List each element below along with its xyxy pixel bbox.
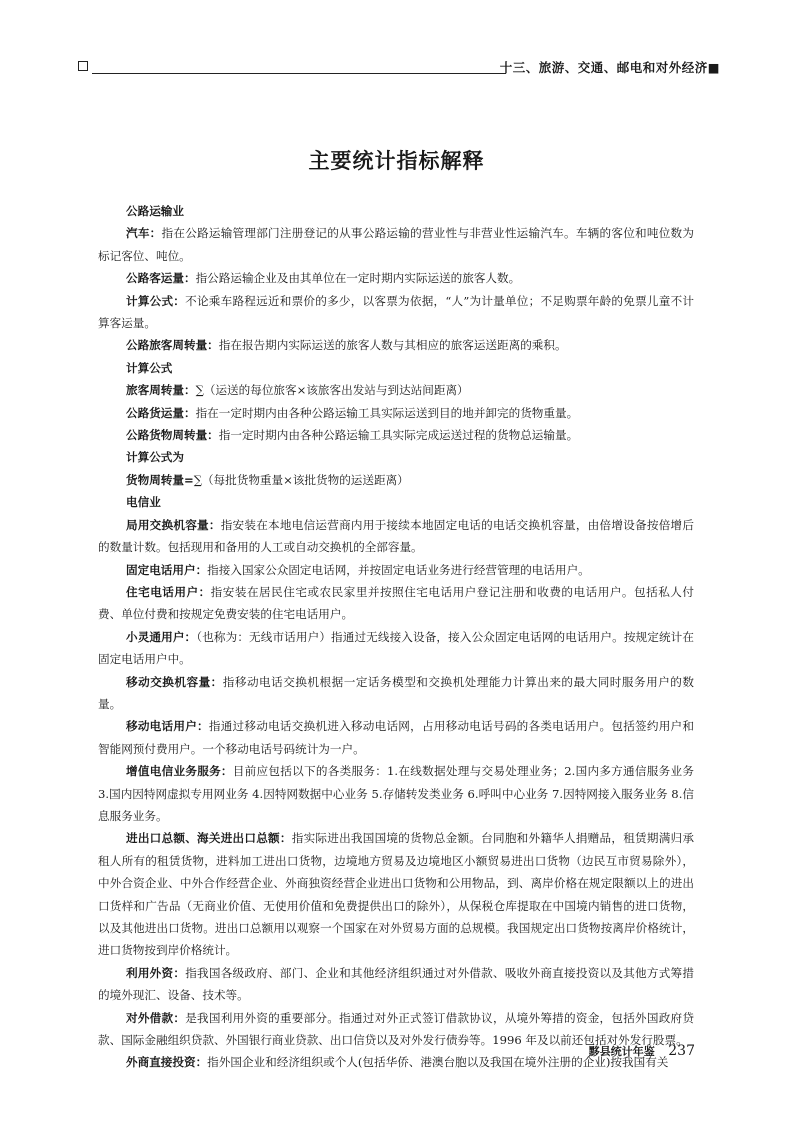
term-definition: 指在报告期内实际运送的旅客人数与其相应的旅客运送距离的乘积。	[218, 338, 567, 353]
term-label: 进出口总额、海关进出口总额：	[126, 831, 292, 846]
section-heading: 计算公式为	[126, 450, 184, 465]
term-definition: 是我国利用外资的重要部分。指通过对外正式签订借款协议，从境外筹措的资金，包括外国政府贷款、国际金融组织贷款、外国银行商业贷款、出口信贷以及对外发行债券等。1996 年及以前还包括对外发行股票。	[98, 1010, 694, 1048]
term-definition: 指接入国家公众固定电话网，并按固定电话业务进行经营管理的电话用户。	[207, 562, 590, 577]
page-number: 237	[668, 1043, 695, 1059]
term-definition: 指外国企业和经济组织或个人(包括华侨、港澳台胞以及我国在境外注册的企业)按我国有关	[207, 1055, 669, 1070]
paragraph	[98, 267, 694, 289]
section-heading: 公路运输业	[126, 204, 184, 218]
paragraph	[98, 200, 694, 222]
paragraph	[98, 581, 694, 626]
paragraph	[98, 491, 694, 513]
term-label: 公路客运量：	[126, 271, 196, 286]
term-label: 局用交换机容量：	[126, 517, 221, 532]
paragraph	[98, 222, 694, 267]
term-definition: 目前应包括以下的各类服务：1.在线数据处理与交易处理业务；2.国内多方通信服务业务 3.国内因特网虚拟专用网业务 4.因特网数据中心业务 5.存储转发类业务 6.呼叫中心业务 7.因特网接入服务业务 8.信息服务业务。	[98, 764, 694, 823]
section-heading: 电信业	[126, 495, 161, 510]
term-label: 移动电话用户：	[126, 719, 209, 734]
term-definition: 指通过移动电话交换机进入移动电话网，占用移动电话号码的各类电话用户。包括签约用户和智能网预付费用户。一个移动电话号码统计为一户。	[98, 719, 694, 756]
paragraph	[98, 334, 694, 356]
paragraph	[98, 760, 694, 827]
term-label: 小灵通用户：	[126, 629, 197, 644]
term-label: 住宅电话用户：	[126, 584, 211, 599]
term-definition: 指我国各级政府、部门、企业和其他经济组织通过对外借款、吸收外商直接投资以及其他方式筹措的境外现汇、设备、技术等。	[98, 965, 694, 1003]
term-definition: 指公路运输企业及由其单位在一定时期内实际运送的旅客人数。	[195, 271, 521, 286]
term-label: 利用外资：	[126, 965, 186, 980]
term-definition: ∑（每批货物重量×该批货物的运送距离）	[193, 472, 409, 487]
paragraph	[98, 715, 694, 760]
footer-publication: 黟县统计年鉴	[588, 1045, 655, 1058]
paragraph	[98, 962, 694, 1007]
term-definition: 指实际进出我国国境的货物总金额。台同胞和外籍华人捐赠品，租赁期满归承租人所有的租赁货物，进料加工进出口货物，边境地方贸易及边境地区小额贸易进出口货物（边民互市贸易除外），中外合资企业、中外合作经营企业、外商独资经营企业进出口货物和公用物品，到、离岸价格在规定限额以上的进出口货样和广告品（无商业价值、无使用价值和免费提供出口的除外），从保税仓库提取在中国境内销售的进口货物，以及其他进出口货物。进出口总额用以观察一个国家在对外贸易方面的总规模。我国规定出口货物按离岸价格统计，进口货物按到岸价格统计。	[98, 831, 694, 958]
section-heading: 计算公式	[126, 360, 173, 375]
term-definition: 指在公路运输管理部门注册登记的从事公路运输的营业性与非营业性运输汽车。车辆的客位和吨位数为标记客位、吨位。	[98, 226, 694, 263]
term-definition: 指在一定时期内由各种公路运输工具实际运送到目的地并卸完的货物重量。	[195, 405, 579, 420]
term-label: 旅客周转量：	[126, 383, 196, 398]
paragraph	[98, 446, 694, 468]
paragraph	[98, 469, 694, 491]
paragraph	[98, 559, 694, 581]
term-label: 外商直接投资：	[126, 1055, 208, 1070]
paragraph	[98, 402, 694, 424]
term-label: 移动交换机容量：	[126, 674, 223, 689]
term-definition: （也称为：无线市话用户）指通过无线接入设备，接入公众固定电话网的电话用户。按规定统计在固定电话用户中。	[98, 629, 694, 667]
term-label: 增值电信业务服务：	[126, 764, 233, 779]
term-definition: 指安装在本地电信运营商内用于接续本地固定电话的电话交换机容量，由倍增设备按倍增后的数量计数。包括现用和备用的人工或自动交换机的全部容量。	[98, 517, 694, 555]
term-label: 汽车：	[126, 226, 162, 241]
paragraph	[98, 379, 694, 401]
term-definition: 指安装在居民住宅或农民家里并按照住宅电话用户登记注册和收费的电话用户。包括私人付费、单位付费和按规定免费安装的住宅电话用户。	[98, 584, 694, 622]
term-label: 货物周转量=	[126, 472, 194, 487]
paragraph	[98, 424, 694, 446]
page-footer	[589, 1043, 695, 1059]
term-label: 计算公式：	[126, 293, 186, 308]
paragraph	[98, 827, 694, 961]
header-section-title: 十三、旅游、交通、邮电和对外经济■	[499, 60, 720, 75]
paragraph	[98, 357, 694, 379]
running-header	[78, 58, 720, 80]
term-label: 公路货运量：	[126, 405, 196, 420]
term-definition: ∑（运送的每位旅客×该旅客出发站与到达站间距离）	[195, 383, 469, 398]
header-rule	[92, 73, 506, 74]
body-text	[98, 200, 694, 1074]
term-label: 固定电话用户：	[126, 562, 208, 577]
term-definition: 指移动电话交换机根据一定话务模型和交换机处理能力计算出来的最大同时服务用户的数量。	[98, 674, 694, 711]
paragraph	[98, 671, 694, 716]
term-definition: 不论乘车路程远近和票价的多少，以客票为依据，“人”为计量单位；不足购票年龄的免票儿童不计算客运量。	[98, 293, 694, 331]
paragraph	[98, 626, 694, 671]
term-label: 对外借款：	[126, 1010, 186, 1025]
paragraph	[98, 514, 694, 559]
header-square-mark	[78, 61, 88, 71]
term-definition: 指一定时期内由各种公路运输工具实际完成运送过程的货物总运输量。	[218, 428, 579, 443]
term-label: 公路旅客周转量：	[126, 338, 219, 353]
page-title: 主要统计指标解释	[308, 149, 485, 173]
paragraph	[98, 290, 694, 335]
term-label: 公路货物周转量：	[126, 428, 219, 443]
